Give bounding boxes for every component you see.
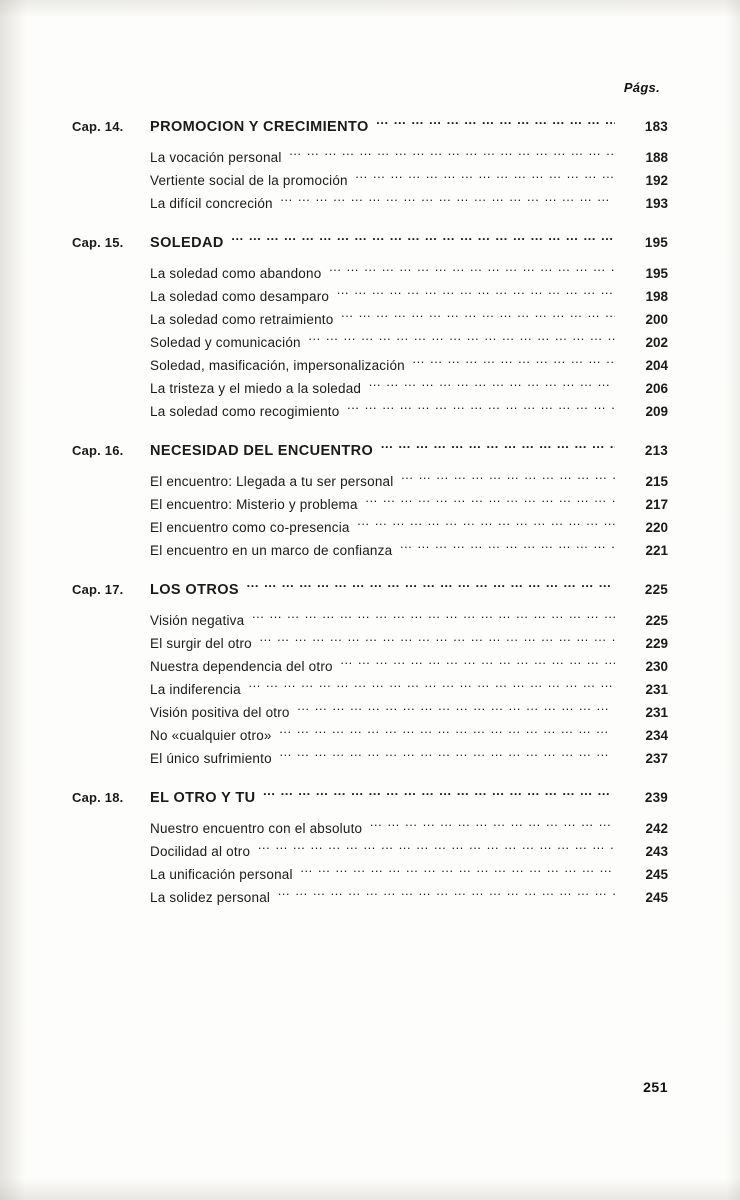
toc-entry-row[interactable] [72, 285, 668, 307]
toc-entry-page-number: 221 [645, 543, 668, 558]
toc-entry-page-number: 231 [645, 682, 668, 697]
toc-leader-dots [248, 678, 615, 694]
page-edge-shadow-right [726, 0, 740, 1200]
toc-entry-page-number: 204 [645, 358, 668, 373]
toc-entry-row[interactable] [72, 470, 668, 492]
toc-entry-page-number: 209 [645, 404, 668, 419]
toc-leader-dots [346, 400, 615, 416]
toc-entry-title: No «cualquier otro» [150, 728, 272, 743]
toc-entry-row[interactable] [72, 747, 668, 769]
toc-entry-title: Visión positiva del otro [150, 705, 290, 720]
toc-chapter-row[interactable] [72, 439, 668, 461]
toc-leader-dots [289, 146, 615, 162]
toc-entry-title: La soledad como retraimiento [150, 312, 334, 327]
toc-entry-page-number: 245 [645, 867, 668, 882]
toc-entry-page-number: 217 [645, 497, 668, 512]
toc-chapter-block [72, 115, 668, 214]
pages-column-header: Págs. [623, 80, 660, 95]
toc-leader-dots [340, 308, 615, 324]
toc-leader-dots [368, 377, 615, 393]
toc-chapter-block [72, 578, 668, 769]
toc-entry-title: Vertiente social de la promoción [150, 173, 348, 188]
toc-chapter-list [72, 115, 668, 908]
toc-entry-title: La soledad como desamparo [150, 289, 330, 304]
toc-chapter-page-number: 183 [644, 119, 668, 134]
toc-entry-row[interactable] [72, 840, 668, 862]
toc-entry-row[interactable] [72, 146, 668, 168]
toc-chapter-row[interactable] [72, 231, 668, 253]
toc-chapter-block [72, 439, 668, 561]
toc-chapter-row[interactable] [72, 115, 668, 137]
toc-leader-dots [279, 724, 615, 740]
toc-entry-page-number: 200 [645, 312, 668, 327]
toc-chapter-title: PROMOCION Y CRECIMIENTO [150, 119, 369, 135]
toc-entry-row[interactable] [72, 516, 668, 538]
toc-entry-page-number: 230 [645, 659, 668, 674]
toc-chapter-page-number: 213 [644, 443, 668, 458]
toc-entry-title: La solidez personal [150, 890, 271, 905]
toc-entry-page-number: 243 [645, 844, 668, 859]
toc-entry-row[interactable] [72, 262, 668, 284]
toc-chapter-label: Cap. 16. [72, 443, 124, 458]
toc-leader-dots [277, 886, 615, 902]
toc-entry-page-number: 225 [645, 613, 668, 628]
toc-entry-page-number: 206 [645, 381, 668, 396]
toc-entry-page-number: 198 [645, 289, 668, 304]
toc-entry-page-number: 192 [645, 173, 668, 188]
toc-entry-page-number: 202 [645, 335, 668, 350]
toc-entry-row[interactable] [72, 678, 668, 700]
toc-chapter-page-number: 225 [644, 582, 668, 597]
toc-leader-dots [297, 701, 615, 717]
toc-entry-title: Soledad y comunicación [150, 335, 301, 350]
toc-entry-row[interactable] [72, 701, 668, 723]
toc-leader-dots [251, 609, 615, 625]
toc-entry-title: El encuentro como co-presencia [150, 520, 350, 535]
toc-chapter-row[interactable] [72, 786, 668, 808]
page-edge-shadow-top [0, 0, 740, 18]
toc-entry-row[interactable] [72, 539, 668, 561]
toc-leader-dots [300, 863, 615, 879]
toc-leader-dots [376, 115, 615, 131]
toc-entry-page-number: 215 [645, 474, 668, 489]
toc-chapter-label: Cap. 17. [72, 582, 124, 597]
toc-entry-page-number: 195 [645, 266, 668, 281]
toc-chapter-title: SOLEDAD [150, 235, 224, 251]
toc-leader-dots [257, 840, 615, 856]
toc-chapter-row[interactable] [72, 578, 668, 600]
toc-entry-title: Soledad, masificación, impersonalización [150, 358, 405, 373]
toc-entry-page-number: 237 [645, 751, 668, 766]
toc-chapter-block [72, 231, 668, 422]
toc-entry-row[interactable] [72, 169, 668, 191]
toc-chapter-title: LOS OTROS [150, 582, 239, 598]
toc-leader-dots [412, 354, 615, 370]
toc-leader-dots [336, 285, 615, 301]
toc-leader-dots [280, 192, 615, 208]
toc-entry-row[interactable] [72, 377, 668, 399]
toc-leader-dots [308, 331, 615, 347]
toc-entry-row[interactable] [72, 863, 668, 885]
toc-chapter-title: NECESIDAD DEL ENCUENTRO [150, 443, 374, 459]
toc-entry-title: El encuentro: Llegada a tu ser personal [150, 474, 394, 489]
toc-chapter-page-number: 239 [644, 790, 668, 805]
toc-leader-dots [355, 169, 615, 185]
toc-entry-title: La soledad como abandono [150, 266, 322, 281]
toc-entry-title: Nuestro encuentro con el absoluto [150, 821, 363, 836]
toc-leader-dots [369, 817, 615, 833]
toc-leader-dots [365, 493, 615, 509]
toc-entry-page-number: 220 [645, 520, 668, 535]
toc-entry-title: El surgir del otro [150, 636, 252, 651]
toc-entry-title: La unificación personal [150, 867, 293, 882]
page-edge-shadow-bottom [0, 1178, 740, 1200]
toc-entry-page-number: 245 [645, 890, 668, 905]
toc-entry-page-number: 229 [645, 636, 668, 651]
toc-leader-dots [263, 786, 615, 802]
toc-chapter-page-number: 195 [644, 235, 668, 250]
toc-leader-dots [246, 578, 615, 594]
toc-leader-dots [400, 470, 615, 486]
toc-entry-row[interactable] [72, 655, 668, 677]
toc-leader-dots [231, 231, 615, 247]
toc-entry-row[interactable] [72, 886, 668, 908]
toc-entry-row[interactable] [72, 609, 668, 631]
toc-chapter-label: Cap. 15. [72, 235, 124, 250]
toc-entry-row[interactable] [72, 724, 668, 746]
toc-entry-page-number: 231 [645, 705, 668, 720]
toc-leader-dots [259, 632, 615, 648]
toc-leader-dots [399, 539, 615, 555]
toc-entry-title: La tristeza y el miedo a la soledad [150, 381, 362, 396]
toc-entry-title: La difícil concreción [150, 196, 273, 211]
toc-entry-title: La soledad como recogimiento [150, 404, 340, 419]
toc-entry-page-number: 193 [645, 196, 668, 211]
table-of-contents [72, 80, 668, 925]
toc-entry-row[interactable] [72, 817, 668, 839]
toc-entry-title: Docilidad al otro [150, 844, 251, 859]
toc-entry-row[interactable] [72, 400, 668, 422]
toc-entry-page-number: 242 [645, 821, 668, 836]
toc-entry-title: La vocación personal [150, 150, 282, 165]
toc-leader-dots [340, 655, 615, 671]
page-edge-shadow-left [0, 0, 26, 1200]
toc-chapter-block [72, 786, 668, 908]
toc-entry-title: Nuestra dependencia del otro [150, 659, 333, 674]
toc-chapter-title: EL OTRO Y TU [150, 790, 256, 806]
toc-leader-dots [279, 747, 615, 763]
toc-entry-title: Visión negativa [150, 613, 245, 628]
toc-leader-dots [357, 516, 615, 532]
toc-entry-page-number: 188 [645, 150, 668, 165]
toc-entry-title: El único sufrimiento [150, 751, 272, 766]
toc-chapter-label: Cap. 18. [72, 790, 124, 805]
toc-entry-row[interactable] [72, 493, 668, 515]
toc-chapter-label: Cap. 14. [72, 119, 124, 134]
toc-entry-row[interactable] [72, 308, 668, 330]
toc-entry-title: El encuentro: Misterio y problema [150, 497, 358, 512]
toc-entry-row[interactable] [72, 354, 668, 376]
toc-leader-dots [380, 439, 615, 455]
toc-entry-row[interactable] [72, 632, 668, 654]
page-folio-number: 251 [643, 1079, 668, 1095]
toc-leader-dots [328, 262, 615, 278]
toc-entry-page-number: 234 [645, 728, 668, 743]
toc-entry-row[interactable] [72, 331, 668, 353]
toc-entry-title: La indiferencia [150, 682, 241, 697]
toc-entry-row[interactable] [72, 192, 668, 214]
toc-entry-title: El encuentro en un marco de confianza [150, 543, 393, 558]
